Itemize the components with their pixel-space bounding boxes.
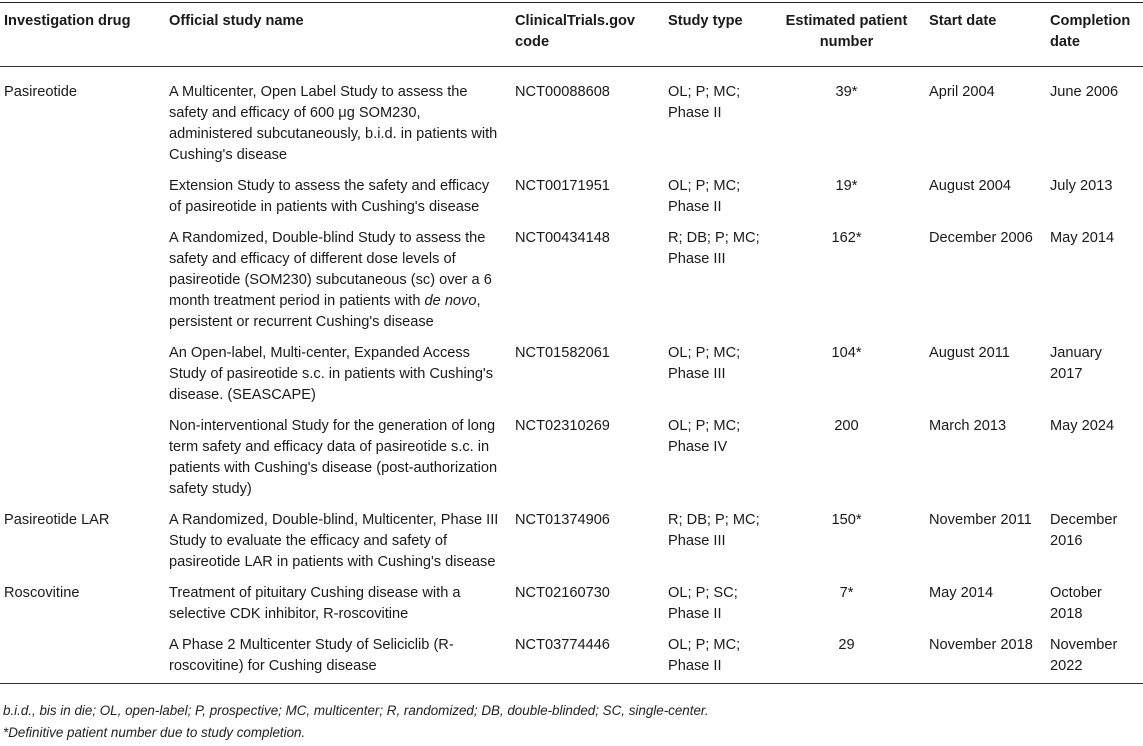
header-completion-date: Completion date bbox=[1050, 13, 1131, 50]
header-clinicaltrials-code: ClinicalTrials.gov code bbox=[515, 13, 636, 50]
header-study-type: Study type bbox=[668, 13, 743, 29]
cell-drug: Roscovitine bbox=[4, 585, 80, 601]
cell-study-type: R; DB; P; MC; Phase III bbox=[668, 512, 760, 549]
table-row bbox=[0, 339, 1143, 412]
table-row bbox=[0, 631, 1143, 684]
cell-patient-number: 200 bbox=[834, 418, 859, 434]
cell-study-type: OL; P; SC; Phase II bbox=[668, 585, 738, 622]
cell-study-name bbox=[163, 224, 509, 339]
clinical-trials-table bbox=[0, 2, 1143, 684]
table-row bbox=[0, 412, 1143, 506]
study-name-italic-text: de novo bbox=[424, 293, 477, 309]
table-header-row bbox=[0, 3, 1143, 67]
table-footnotes bbox=[3, 700, 709, 744]
table-row bbox=[0, 67, 1143, 173]
cell-patient-number: 39* bbox=[835, 84, 858, 100]
cell-start-date: November 2011 bbox=[929, 512, 1032, 528]
cell-completion-date: May 2024 bbox=[1050, 418, 1115, 434]
cell-code: NCT03774446 bbox=[515, 637, 610, 653]
cell-study-type: OL; P; MC; Phase III bbox=[668, 345, 741, 382]
header-official-study-name: Official study name bbox=[169, 13, 304, 29]
cell-code: NCT02160730 bbox=[515, 585, 610, 601]
cell-start-date: May 2014 bbox=[929, 585, 994, 601]
cell-code: NCT01374906 bbox=[515, 512, 610, 528]
cell-study-name: An Open-label, Multi-center, Expanded Access Study of pasireotide s.c. in patients with Cushing's disease. (SEASCAPE) bbox=[169, 345, 494, 403]
cell-patient-number: 7* bbox=[839, 585, 854, 601]
table-row bbox=[0, 506, 1143, 579]
cell-patient-number: 150* bbox=[831, 512, 862, 528]
study-name-text-end: , persistent or recurrent Cushing's disease bbox=[169, 293, 481, 330]
cell-study-name: Treatment of pituitary Cushing disease with a selective CDK inhibitor, R-roscovitine bbox=[169, 585, 461, 622]
cell-study-type: R; DB; P; MC; Phase III bbox=[668, 230, 760, 267]
asterisk-footnote: *Definitive patient number due to study completion. bbox=[3, 725, 306, 740]
cell-start-date: August 2004 bbox=[929, 178, 1011, 194]
cell-patient-number: 29 bbox=[838, 637, 855, 653]
cell-completion-date: November 2022 bbox=[1050, 637, 1118, 674]
cell-study-type: OL; P; MC; Phase II bbox=[668, 178, 741, 215]
cell-completion-date: June 2006 bbox=[1050, 84, 1119, 100]
cell-study-name: Extension Study to assess the safety and efficacy of pasireotide in patients with Cushing's disease bbox=[169, 178, 490, 215]
header-estimated-patient-number: Estimated patient number bbox=[785, 13, 908, 50]
cell-drug: Pasireotide bbox=[4, 84, 78, 100]
cell-start-date: April 2004 bbox=[929, 84, 995, 100]
cell-drug bbox=[0, 631, 163, 684]
cell-start-date: August 2011 bbox=[929, 345, 1010, 361]
cell-start-date: March 2013 bbox=[929, 418, 1007, 434]
cell-study-name: A Multicenter, Open Label Study to assess the safety and efficacy of 600 μg SOM230, administered subcutaneously, b.i.d. in patients with Cushing's disease bbox=[169, 84, 498, 163]
cell-completion-date: January 2017 bbox=[1050, 345, 1102, 382]
cell-start-date: December 2006 bbox=[929, 230, 1033, 246]
cell-completion-date: July 2013 bbox=[1050, 178, 1113, 194]
cell-study-type: OL; P; MC; Phase IV bbox=[668, 418, 741, 455]
table-row bbox=[0, 172, 1143, 224]
cell-study-name: A Randomized, Double-blind, Multicenter, Phase III Study to evaluate the efficacy and safety of pasireotide LAR in patients with Cushing's disease bbox=[169, 512, 499, 570]
cell-drug bbox=[0, 172, 163, 224]
cell-code: NCT00171951 bbox=[515, 178, 610, 194]
cell-study-name: Non-interventional Study for the generation of long term safety and efficacy data of pasireotide s.c. in patients with Cushing's disease (post-authorization safety study) bbox=[169, 418, 498, 497]
cell-code: NCT00434148 bbox=[515, 230, 610, 246]
cell-patient-number: 19* bbox=[835, 178, 858, 194]
cell-study-type: OL; P; MC; Phase II bbox=[668, 637, 741, 674]
header-investigation-drug: Investigation drug bbox=[4, 13, 131, 29]
cell-drug bbox=[0, 339, 163, 412]
cell-completion-date: December 2016 bbox=[1050, 512, 1118, 549]
table-row bbox=[0, 579, 1143, 631]
cell-code: NCT02310269 bbox=[515, 418, 610, 434]
table-row bbox=[0, 224, 1143, 339]
cell-drug bbox=[0, 224, 163, 339]
cell-drug bbox=[0, 412, 163, 506]
cell-completion-date: October 2018 bbox=[1050, 585, 1102, 622]
cell-drug: Pasireotide LAR bbox=[4, 512, 110, 528]
abbreviations-footnote: b.i.d., bis in die; OL, open-label; P, prospective; MC, multicenter; R, randomized; DB, double-blinded; SC, single-center. bbox=[3, 703, 709, 718]
cell-patient-number: 104* bbox=[831, 345, 862, 361]
cell-study-type: OL; P; MC; Phase II bbox=[668, 84, 741, 121]
cell-completion-date: May 2014 bbox=[1050, 230, 1115, 246]
cell-code: NCT01582061 bbox=[515, 345, 610, 361]
cell-start-date: November 2018 bbox=[929, 637, 1033, 653]
cell-study-name: A Phase 2 Multicenter Study of Seliciclib (R-roscovitine) for Cushing disease bbox=[169, 637, 454, 674]
study-name-text: A Randomized, Double-blind Study to assess the safety and efficacy of different dose levels of pasireotide (SOM230) subcutaneous (sc) over a 6 month treatment period in patients with bbox=[169, 230, 492, 309]
header-start-date: Start date bbox=[929, 13, 997, 29]
cell-code: NCT00088608 bbox=[515, 84, 610, 100]
cell-patient-number: 162* bbox=[831, 230, 862, 246]
